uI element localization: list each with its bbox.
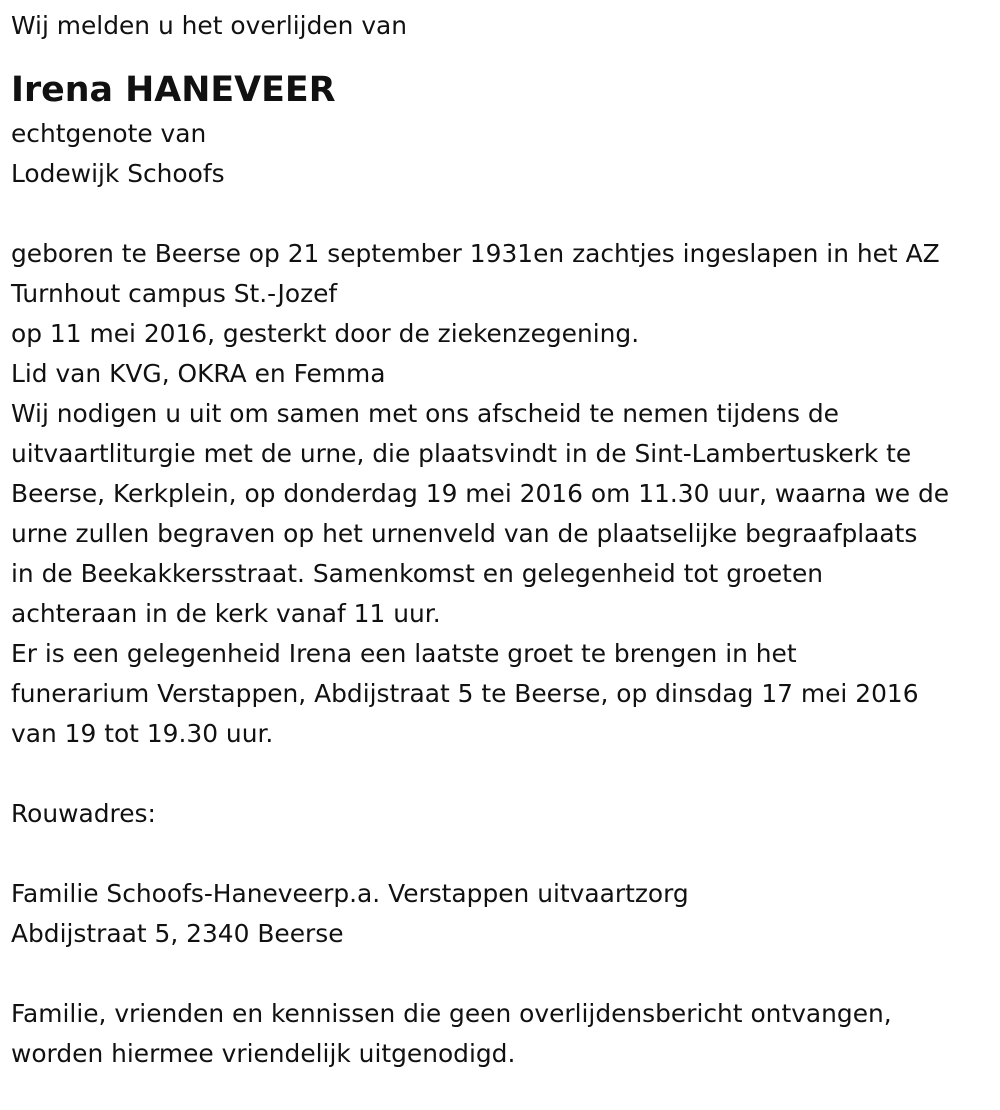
spacer bbox=[11, 754, 996, 794]
spacer bbox=[11, 834, 996, 874]
spacer bbox=[11, 954, 996, 994]
body-line: Turnhout campus St.-Jozef bbox=[11, 279, 338, 308]
spouse-label: echtgenote van bbox=[11, 119, 207, 148]
closing-line: worden hiermee vriendelijk uitgenodigd. bbox=[11, 1039, 516, 1068]
body-line: funerarium Verstappen, Abdijstraat 5 te Beerse, op dinsdag 17 mei 2016 bbox=[11, 679, 919, 708]
address-line: Abdijstraat 5, 2340 Beerse bbox=[11, 919, 344, 948]
deceased-name: Irena HANEVEER bbox=[11, 70, 336, 110]
body-line: Beerse, Kerkplein, op donderdag 19 mei 2016 om 11.30 uur, waarna we de bbox=[11, 479, 950, 508]
body-line: in de Beekakkersstraat. Samenkomst en gelegenheid tot groeten bbox=[11, 559, 824, 588]
spouse-name: Lodewijk Schoofs bbox=[11, 159, 225, 188]
body-line: Er is een gelegenheid Irena een laatste groet te brengen in het bbox=[11, 639, 797, 668]
body-line: achteraan in de kerk vanaf 11 uur. bbox=[11, 599, 441, 628]
body-line: urne zullen begraven op het urnenveld van de plaatselijke begraafplaats bbox=[11, 519, 918, 548]
body-line: geboren te Beerse op 21 september 1931en zachtjes ingeslapen in het AZ bbox=[11, 239, 940, 268]
body-line: Lid van KVG, OKRA en Femma bbox=[11, 359, 386, 388]
closing-line: Familie, vrienden en kennissen die geen overlijdensbericht ontvangen, bbox=[11, 999, 892, 1028]
body-line: op 11 mei 2016, gesterkt door de ziekenzegening. bbox=[11, 319, 640, 348]
rouwadres-label: Rouwadres: bbox=[11, 799, 156, 828]
obituary-notice bbox=[11, 0, 996, 1074]
body-line: Wij nodigen u uit om samen met ons afscheid te nemen tijdens de bbox=[11, 399, 839, 428]
intro-text: Wij melden u het overlijden van bbox=[11, 11, 408, 40]
body-line: van 19 tot 19.30 uur. bbox=[11, 719, 274, 748]
spacer bbox=[11, 194, 996, 234]
notice-body bbox=[11, 234, 996, 754]
body-line: uitvaartliturgie met de urne, die plaatsvindt in de Sint-Lambertuskerk te bbox=[11, 439, 912, 468]
address-line: Familie Schoofs-Haneveerp.a. Verstappen uitvaartzorg bbox=[11, 879, 689, 908]
